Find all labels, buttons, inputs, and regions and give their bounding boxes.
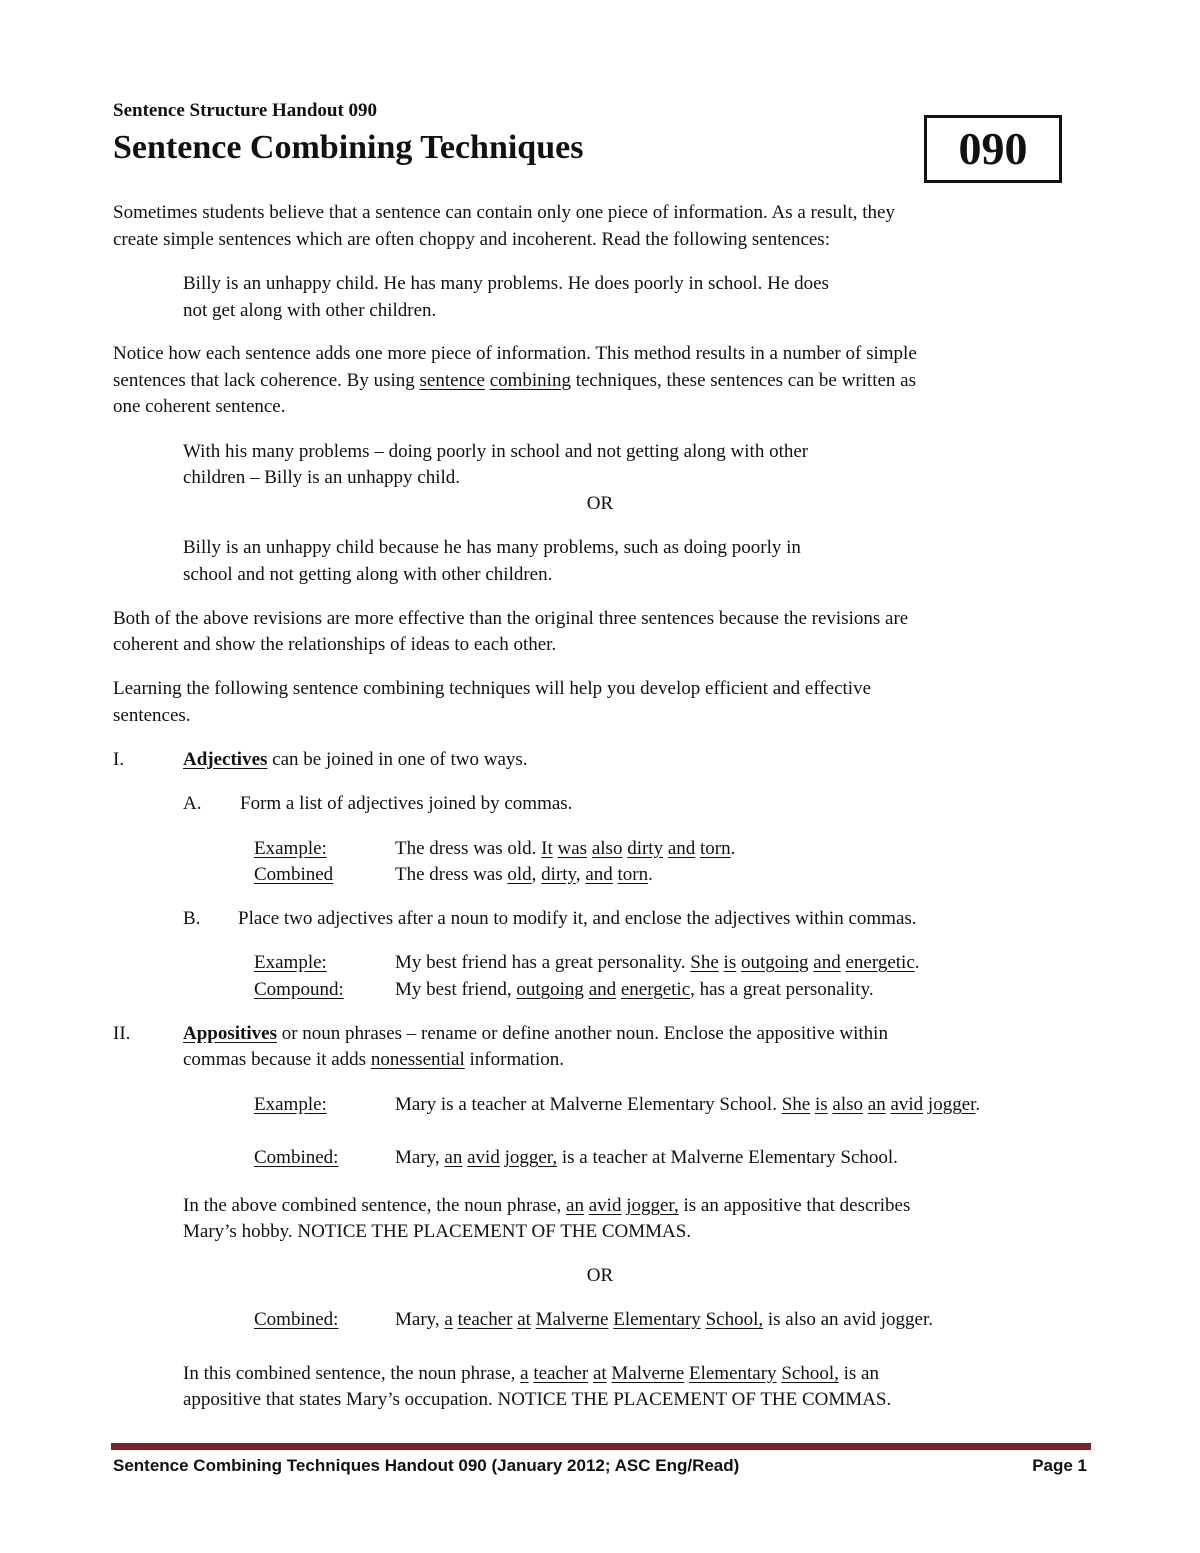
original-example-line-2: not get along with other children. (183, 300, 437, 321)
or-separator: OR (586, 1265, 614, 1286)
appositive-example-text: Mary is a teacher at Malverne Elementary School. She is also an avid jogger. (395, 1094, 981, 1115)
section-1-heading: Adjectives can be joined in one of two ways. (183, 749, 528, 770)
appositive-note-1-line-1: In the above combined sentence, the noun phrase, an avid jogger, is an appositive that describes (183, 1195, 911, 1216)
appositive-combined-text: Mary, an avid jogger, is a teacher at Malverne Elementary School. (395, 1147, 898, 1168)
compound-label: Compound: (254, 979, 344, 1000)
combined-label: Combined: (254, 1309, 339, 1330)
appositive-note-1-line-2: Mary’s hobby. NOTICE THE PLACEMENT OF THE COMMAS. (183, 1221, 692, 1242)
learn-line-2: sentences. (113, 705, 191, 726)
revision-2-line-1: Billy is an unhappy child because he has many problems, such as doing poorly in (183, 537, 801, 558)
adjective-b-example-text: My best friend has a great personality. She is outgoing and energetic. (395, 952, 920, 973)
section-2-heading-line-2: commas because it adds nonessential information. (183, 1049, 564, 1070)
example-label: Example: (254, 952, 327, 973)
revision-2-line-2: school and not getting along with other children. (183, 564, 553, 585)
adjective-b-compound-text: My best friend, outgoing and energetic, has a great personality. (395, 979, 874, 1000)
both-line-1: Both of the above revisions are more effective than the original three sentences because the revisions are (113, 608, 909, 629)
both-line-2: coherent and show the relationships of ideas to each other. (113, 634, 557, 655)
section-2-numeral: II. (113, 1023, 131, 1044)
or-separator: OR (586, 493, 614, 514)
appositive-note-2-line-2: appositive that states Mary’s occupation. NOTICE THE PLACEMENT OF THE COMMAS. (183, 1389, 892, 1410)
section-1-a-text: Form a list of adjectives joined by commas. (240, 793, 573, 814)
section-1-a-letter: A. (183, 793, 202, 814)
footer-rule (111, 1443, 1091, 1450)
intro-line-1: Sometimes students believe that a sentence can contain only one piece of information. As a result, they (113, 202, 895, 223)
adjective-combined-text: The dress was old, dirty, and torn. (395, 864, 653, 885)
combined-label: Combined (254, 864, 334, 885)
section-2-heading: Appositives or noun phrases – rename or define another noun. Enclose the appositive within (183, 1023, 888, 1044)
section-1-b-text: Place two adjectives after a noun to modify it, and enclose the adjectives within commas. (238, 908, 917, 929)
revision-1-line-2: children – Billy is an unhappy child. (183, 467, 461, 488)
notice-line-2: sentences that lack coherence. By using sentence combining techniques, these sentences can be written as (113, 370, 917, 391)
appositive-note-2-line-1: In this combined sentence, the noun phrase, a teacher at Malverne Elementary School, is an (183, 1363, 879, 1384)
handout-kicker: Sentence Structure Handout 090 (113, 100, 378, 121)
intro-line-2: create simple sentences which are often choppy and incoherent. Read the following sentences: (113, 229, 830, 250)
footer-title: Sentence Combining Techniques Handout 090 (January 2012; ASC Eng/Read) (113, 1456, 740, 1475)
example-label: Example: (254, 838, 327, 859)
page-title: Sentence Combining Techniques (113, 129, 584, 166)
notice-line-3: one coherent sentence. (113, 396, 286, 417)
section-1-numeral: I. (113, 749, 125, 770)
original-example-line-1: Billy is an unhappy child. He has many problems. He does poorly in school. He does (183, 273, 829, 294)
example-label: Example: (254, 1094, 327, 1115)
adjective-example-text: The dress was old. It was also dirty and torn. (395, 838, 736, 859)
learn-line-1: Learning the following sentence combining techniques will help you develop efficient and effective (113, 678, 871, 699)
combined-label: Combined: (254, 1147, 339, 1168)
appositive-combined-2-text: Mary, a teacher at Malverne Elementary School, is also an avid jogger. (395, 1309, 934, 1330)
handout-number-badge: 090 (924, 115, 1062, 183)
section-1-b-letter: B. (183, 908, 201, 929)
revision-1-line-1: With his many problems – doing poorly in school and not getting along with other (183, 441, 809, 462)
notice-line-1: Notice how each sentence adds one more piece of information. This method results in a number of simple (113, 343, 917, 364)
page-number: Page 1 (1032, 1456, 1087, 1475)
